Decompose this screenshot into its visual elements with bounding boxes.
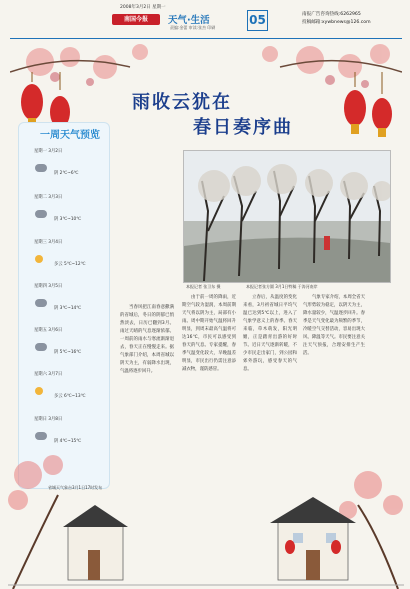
dateline: 2008年3月2日 星期一 — [120, 5, 166, 10]
article-column: 当春风把江南春意撒满的省城后，冬日的阴郁已悄然淡去，日历已翻到3月。雨过天晴的气息逐渐浓郁。一周前的雨水与寒流渐渐退去，春天正在慢慢走来。据气象部门介绍，本周省城以阴天为主，有弱降水出现，气温将逐步回升。 — [120, 305, 174, 374]
cloud-icon — [35, 299, 47, 307]
contact-info — [302, 11, 371, 27]
village-illustration — [8, 455, 404, 589]
weather-caption: 省城天气象台3月1日17时发布 — [48, 485, 103, 490]
article-column: 气象专家介绍，本周全省天气形势较为稳定，以阴天为主，降水量较少，气温逐步回升。春季是天气变化最为频繁的季节，冷暖空气交替活动，容易出现大风、降温等天气。市民要注意关注天气预报，合理安排生产生活。 — [303, 295, 365, 356]
headline-line1: 雨收云犹在 — [132, 92, 232, 113]
cloud-icon — [35, 343, 47, 351]
section-subtitle: 责编:金蕾 审读:张杰 印刷 — [170, 25, 216, 30]
section-title: 天气·生活 — [168, 15, 210, 26]
cloud-icon — [35, 164, 47, 172]
newspaper-page: 2008年3月2日 星期一 南国今报 天气·生活 责编:金蕾 审读:张杰 印刷 05 南报广告咨询热线:6262965 投稿邮箱:xywbnews@126.com 雨收云犹在 春日奏序曲 一周天气预览 星期一 3月2日 阴 2℃~6℃ 星期二 3月3日 阴 3℃~10℃ 星期三 3月4日 多云 5℃~12℃ 星期四 3月5日 阴 3℃~14℃ 星期五 3月6日 阴 5℃~16℃ 星期六 3月7日 多云 6℃~13℃ 星期日 3月8日 阴 4℃~15℃ 省城天气象台3月1日17时发布 本报记者 张卫东 摄 本报记者张方圆 3月1日特稿 于涛河南岸 当春风把江南春意撒满的省城后，冬日的阴郁已悄然淡去，日历已翻到3月。雨过天晴的气息逐渐浓郁。一周前的雨水与寒流渐渐退去，春天正在慢慢走来。据气象部门介绍，本周省城以阴天为主，有弱降水出现，气温将逐步回升。 由于前一周的降雨，近期空气较为湿润，本周前期天气将以阴为主，局部有小雨。周中期开始气温将回升明显，到周末最高气温将可达16℃，市民可以感受到春天的气息。专家提醒，春季气温变化较大，早晚温差明显，市民出行仍需注意添减衣物，谨防感冒。 立春后，从温度的变化来看，3月初省城日平均气温已达到5℃以上，进入了气象学意义上的春季。春天来临，草木萌发，阳光明媚，正是踏青出游的好时节。近日天气逐渐转暖，不少市民走出家门，到公园和郊外游玩，感受春天的气息。 气象专家介绍，本周全省天气形势较为稳定，以阴天为主，降水量较少，气温逐步回升。春季是天气变化最为频繁的季节，冷暖空气交替活动，容易出现大风、降温等天气。市民要注意关注天气预报，合理安排生产生活。 — [0, 0, 410, 589]
sun-icon — [35, 387, 43, 395]
photo-caption: 本报记者张方圆 3月1日特稿 于涛河南岸 — [246, 284, 318, 289]
article-column: 立春后，从温度的变化来看，3月初省城日平均气温已达到5℃以上，进入了气象学意义上的春季。春天来临，草木萌发，阳光明媚，正是踏青出游的好时节。近日天气逐渐转暖，不少市民走出家门，到公园和郊外游玩，感受春天的气息。 — [243, 295, 297, 372]
cloud-icon — [35, 432, 47, 440]
sun-icon — [35, 255, 43, 263]
header-rule — [10, 38, 402, 39]
cloud-icon — [35, 210, 47, 218]
newspaper-logo: 南国今报 — [112, 14, 160, 25]
park-photo — [183, 150, 391, 283]
article-column: 由于前一周的降雨，近期空气较为湿润，本周前期天气将以阴为主，局部有小雨。周中期开始气温将回升明显，到周末最高气温将可达16℃，市民可以感受到春天的气息。专家提醒，春季气温变化较大，早晚温差明显，市民出行仍需注意添减衣物，谨防感冒。 — [182, 295, 236, 372]
weather-title: 一周天气预览 — [40, 130, 100, 141]
photo-caption-credit: 本报记者 张卫东 摄 — [186, 284, 221, 289]
contact-email: 投稿邮箱:xywbnews@126.com — [302, 20, 371, 25]
page-number: 05 — [247, 10, 268, 31]
headline-line2: 春日奏序曲 — [193, 117, 293, 138]
contact-phone: 南报广告咨询热线:6262965 — [302, 12, 361, 17]
